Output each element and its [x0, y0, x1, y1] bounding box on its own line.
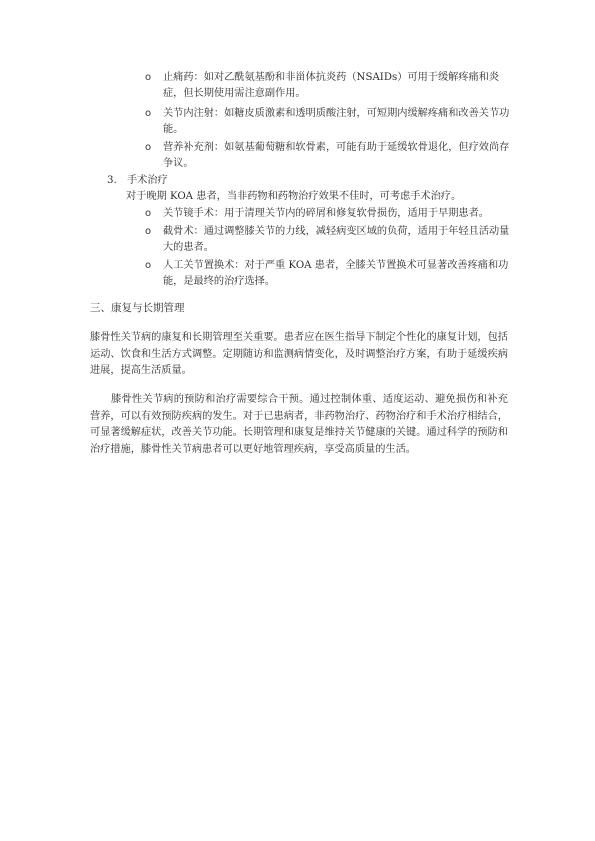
- paragraph-summary: 膝骨性关节病的预防和治疗需要综合干预。通过控制体重、适度运动、避免损伤和补充营养，可以有效预防疾病的发生。对于已患病者，非药物治疗、药物治疗和手术治疗相结合，可显著缓解症状，改善关节功能。长期管理和康复是维持关节健康的关键。通过科学的预防和治疗措施，膝骨性关节病患者可以更好地管理疾病，享受高质量的生活。: [90, 394, 508, 455]
- numbered-item-surgery: [107, 173, 168, 189]
- list-bullet: o: [145, 108, 152, 119]
- list-bullet: o: [145, 260, 152, 271]
- list-item-analgesics: 止痛药：如对乙酰氨基酚和非甾体抗炎药（NSAIDs）可用于缓解疼痛和炎症，但长期使用需注意副作用。: [163, 72, 500, 99]
- list-item-supplements: 营养补充剂：如氨基葡萄糖和软骨素，可能有助于延缓软骨退化，但疗效尚存争议。: [163, 142, 510, 169]
- paragraph-rehab: 膝骨性关节病的康复和长期管理至关重要。患者应在医生指导下制定个性化的康复计划，包括运动、饮食和生活方式调整。定期随访和监测病情变化，及时调整治疗方案，有助于延缓疾病进展，提高生活质量。: [90, 332, 508, 377]
- list-item-arthroscopy: 关节镜手术：用于清理关节内的碎屑和修复软骨损伤，适用于早期患者。: [163, 208, 489, 219]
- list-bullet: o: [145, 72, 152, 83]
- list-item-injection: 关节内注射：如糖皮质激素和透明质酸注射，可短期内缓解疼痛和改善关节功能。: [163, 108, 510, 135]
- surgery-intro: 对于晚期 KOA 患者，当非药物和药物治疗效果不佳时，可考虑手术治疗。: [126, 191, 462, 202]
- list-bullet: o: [145, 208, 152, 219]
- section-heading: 三、康复与长期管理: [90, 302, 185, 314]
- list-item-osteotomy: 截骨术：通过调整膝关节的力线，减轻病变区域的负荷，适用于年轻且活动量大的患者。: [163, 226, 510, 253]
- item-title: 手术治疗: [127, 175, 168, 186]
- list-item-arthroplasty: 人工关节置换术：对于严重 KOA 患者，全膝关节置换术可显著改善疼痛和功能，是最终的治疗选择。: [163, 260, 509, 287]
- list-bullet: o: [145, 226, 152, 237]
- item-number: 3.: [107, 175, 117, 186]
- list-bullet: o: [145, 142, 152, 153]
